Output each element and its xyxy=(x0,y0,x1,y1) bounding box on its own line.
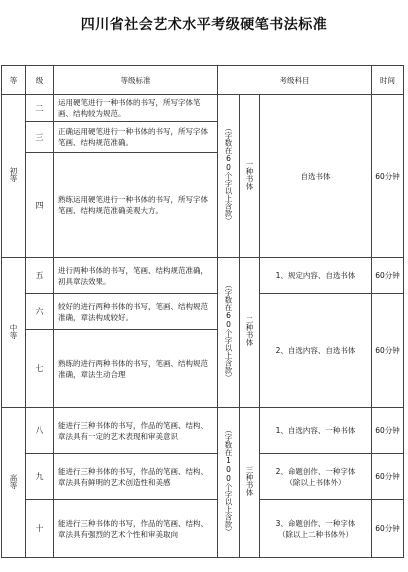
script-count-text: 三种书体 xyxy=(245,466,254,496)
page-title: 四川省社会艺术水平考级硬笔书法标准 xyxy=(80,17,328,33)
word-count-cell xyxy=(218,95,240,258)
subject-cell xyxy=(260,500,372,558)
subject-cell xyxy=(260,454,372,500)
standard-cell: 较好的进行两种书体的书写，笔画、结构规范准确，章法构成较好。 xyxy=(54,294,218,330)
subject-cell: 1、规定内容、自选书体 xyxy=(260,258,372,294)
subject-note: （除以上书体外） xyxy=(285,477,346,487)
word-count-text: （字数在100个字以上含款） xyxy=(224,426,233,536)
table-row xyxy=(2,454,404,500)
word-count-text: （字数在60个字以上含款） xyxy=(224,280,233,382)
grade-group-cell xyxy=(2,258,26,408)
table-row xyxy=(2,408,404,454)
standard-cell: 运用硬笔进行一种书体的书写，所写字体笔画、结构较为规范。 xyxy=(54,95,218,122)
word-count-cell xyxy=(218,258,240,408)
level-cell: 六 xyxy=(26,294,54,330)
grade-group-name: 初等 xyxy=(9,167,18,182)
standard-cell: 能进行三种书体的书写，作品的笔画、结构、章法具有强烈的艺术个性和审美取向 xyxy=(54,500,218,558)
grade-group-cell xyxy=(2,408,26,558)
time-cell: 60分钟 xyxy=(372,454,404,500)
level-cell: 四 xyxy=(26,153,54,258)
script-count-text: 一种书体 xyxy=(245,159,254,190)
header-grade-group: 等 xyxy=(2,66,26,95)
table-header-row xyxy=(2,66,404,95)
header-subjects: 考级科目 xyxy=(218,66,372,95)
subject-line: 2、命题创作、一种字体 xyxy=(275,466,356,476)
subject-cell: 自选书体 xyxy=(260,95,372,258)
header-level: 级 xyxy=(26,66,54,95)
table-row xyxy=(2,95,404,122)
grade-group-name: 高等 xyxy=(9,473,18,489)
script-count-cell xyxy=(240,408,260,558)
level-cell: 八 xyxy=(26,408,54,454)
standard-cell: 正确运用硬笔进行一种书体的书写，所写字体笔画、结构规范准确。 xyxy=(54,122,218,153)
script-count-text: 二种书体 xyxy=(245,316,254,346)
table-row xyxy=(2,500,404,558)
level-cell: 十 xyxy=(26,500,54,558)
level-cell: 三 xyxy=(26,122,54,153)
level-cell: 九 xyxy=(26,454,54,500)
subject-cell: 1、自选内容、一种书体 xyxy=(260,408,372,454)
subject-note: （除以上二种书体外） xyxy=(278,529,353,539)
standard-cell: 进行两种书体的书写，笔画、结构规范准确，初具章法效果。 xyxy=(54,258,218,294)
standard-cell: 能进行三种书体的书写，作品的笔画、结构、章法具有一定的艺术表现和审美意识 xyxy=(54,408,218,454)
time-cell: 60分钟 xyxy=(372,258,404,294)
standard-cell: 熟练的进行两种书体的书写，笔画、结构规范准确，章法生动合理 xyxy=(54,330,218,408)
table-row xyxy=(2,258,404,294)
time-cell: 60分钟 xyxy=(372,95,404,258)
script-count-cell xyxy=(240,258,260,408)
time-cell: 60分钟 xyxy=(372,294,404,408)
level-cell: 五 xyxy=(26,258,54,294)
grade-group-name: 中等 xyxy=(9,323,18,339)
standard-cell: 能进行三种书体的书写，作品的笔画、结构、章法具有鲜明的艺术创造性和美感 xyxy=(54,454,218,500)
standards-table xyxy=(1,65,404,558)
word-count-cell xyxy=(218,408,240,558)
level-cell: 二 xyxy=(26,95,54,122)
subject-cell: 2、自选内容、自选书体 xyxy=(260,294,372,408)
standard-cell: 熟练运用硬笔进行一种书体的书写，所写字体笔画、结构规范准确美观大方。 xyxy=(54,153,218,258)
script-count-cell xyxy=(240,95,260,258)
subject-line: 3、命题创作、一种字体 xyxy=(275,518,356,528)
level-cell: 七 xyxy=(26,330,54,408)
header-standard: 等级标准 xyxy=(54,66,218,95)
table-row xyxy=(2,294,404,330)
word-count-text: （字数在60个字以上含款） xyxy=(224,124,233,225)
time-cell: 60分钟 xyxy=(372,408,404,454)
time-cell: 60分钟 xyxy=(372,500,404,558)
grade-group-cell xyxy=(2,95,26,258)
header-time: 时间 xyxy=(372,66,404,95)
